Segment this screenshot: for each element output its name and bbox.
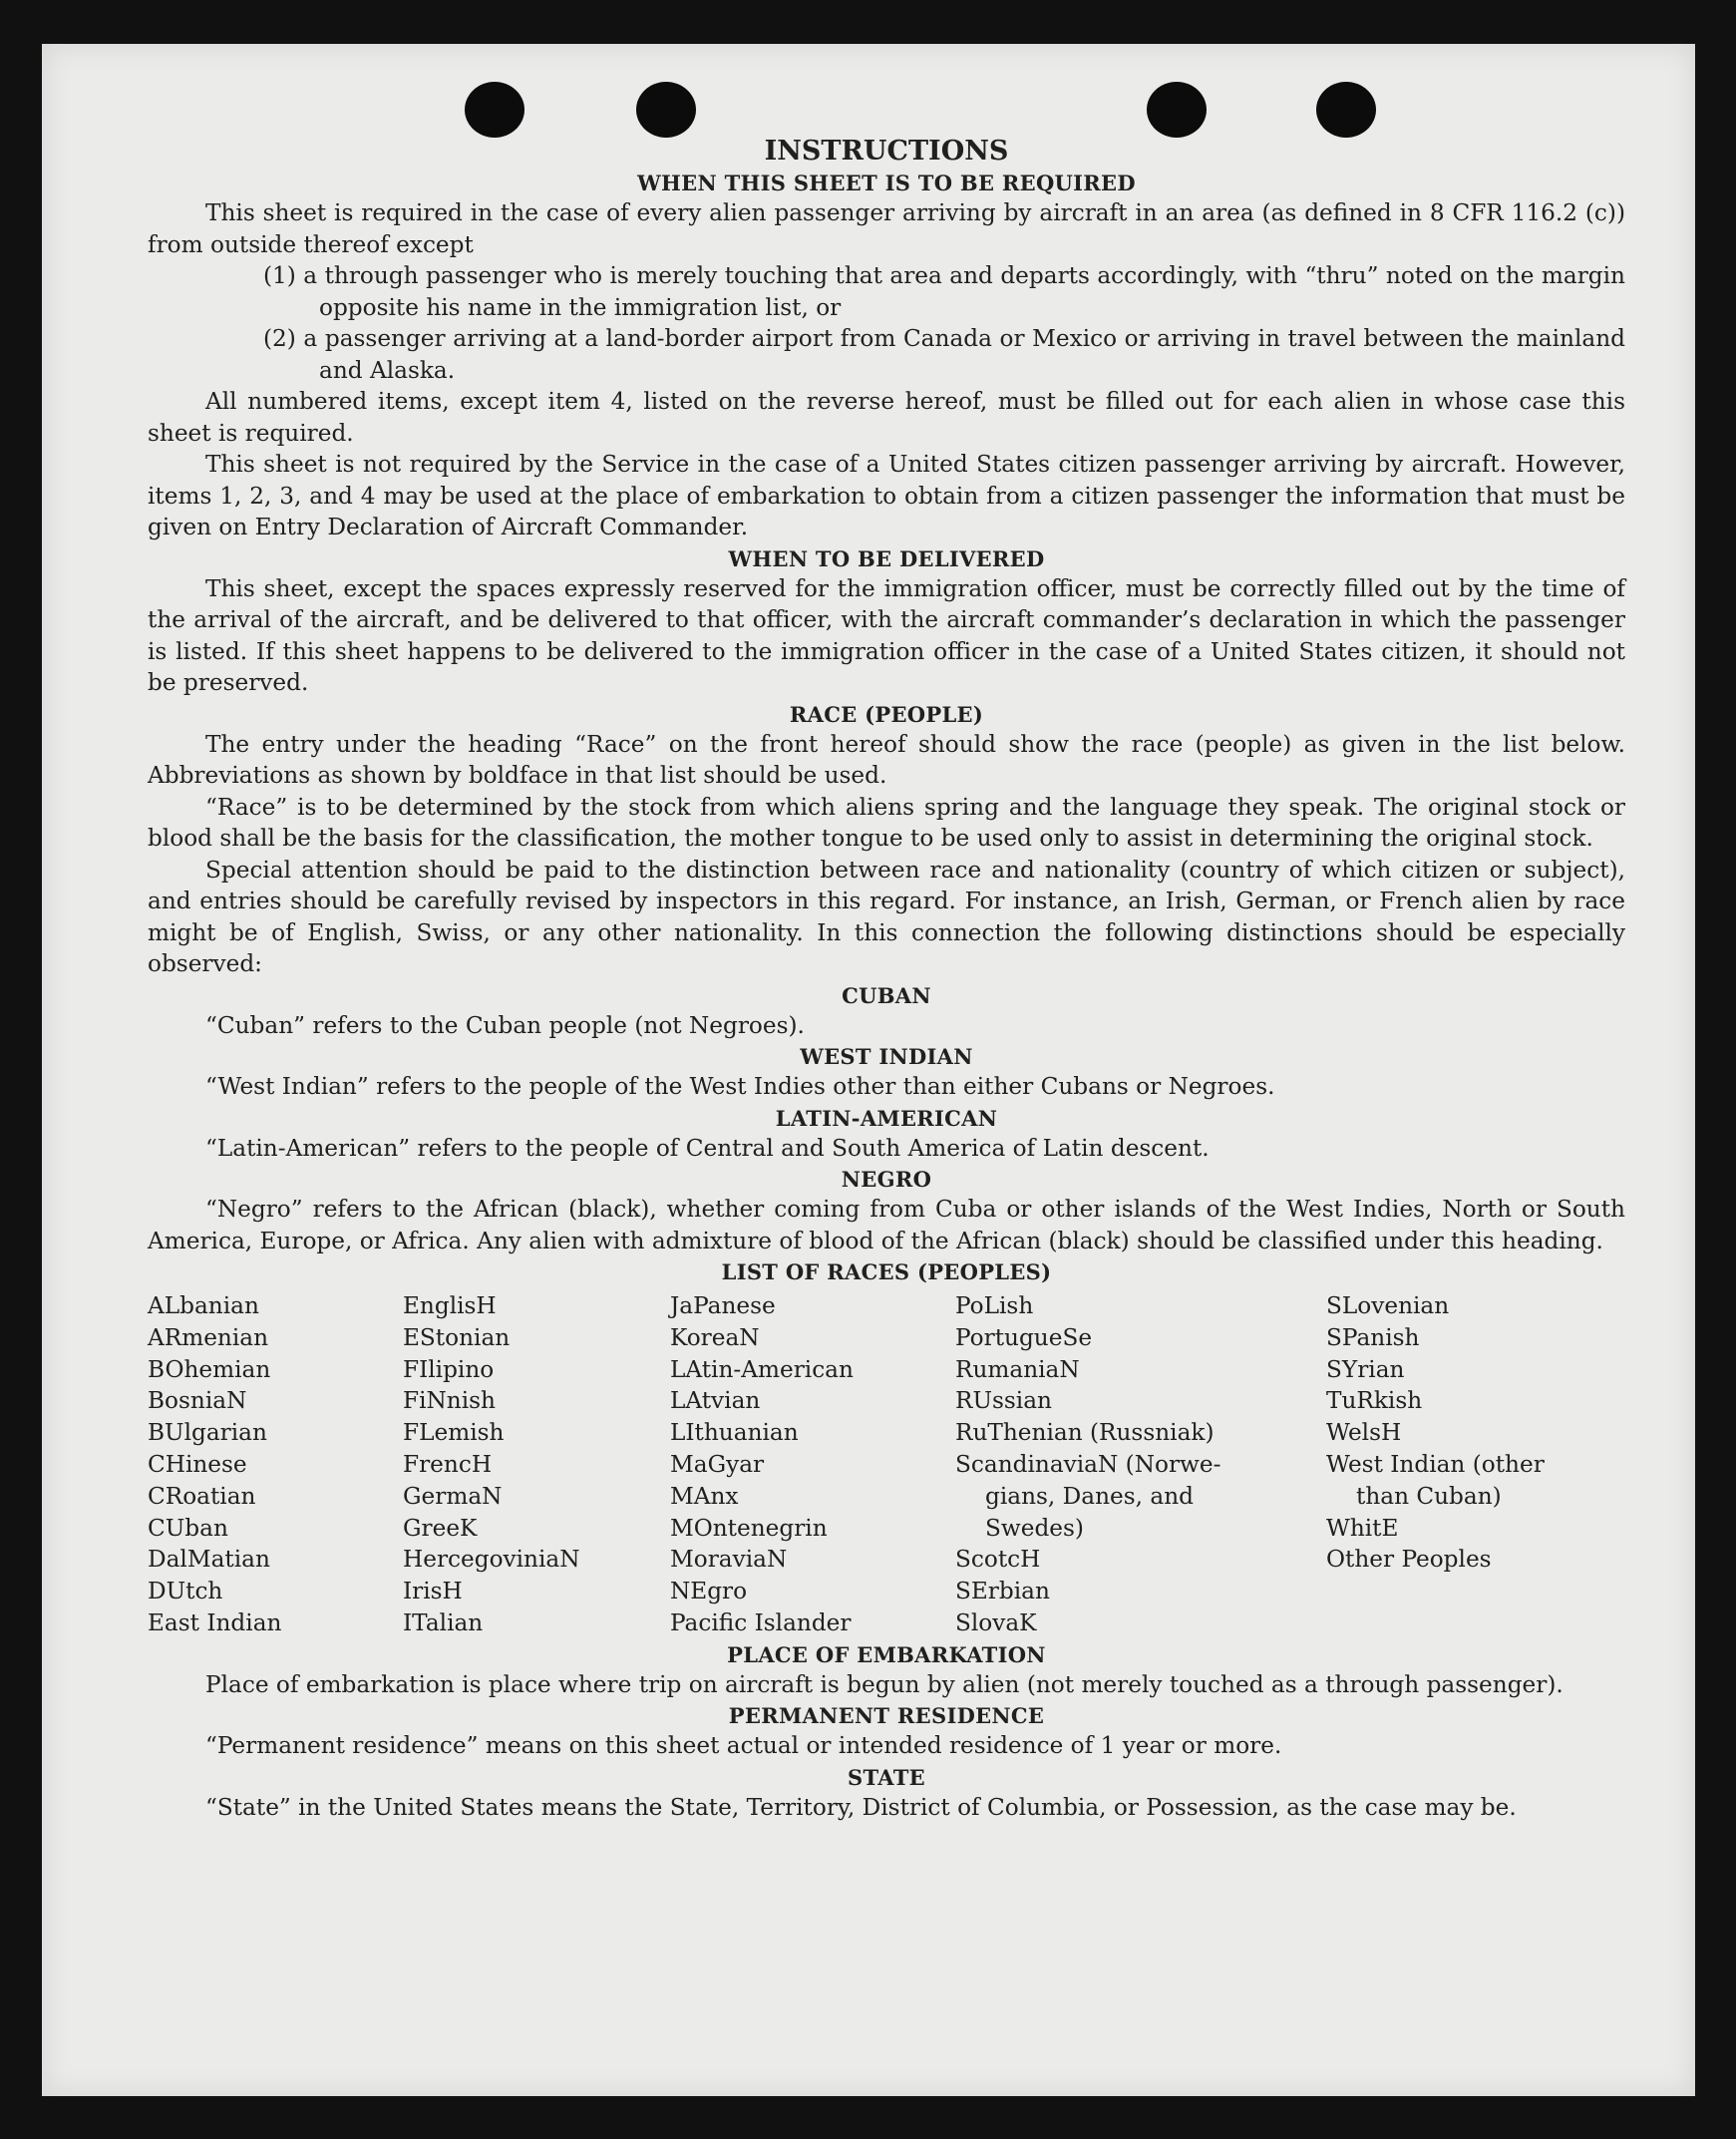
paragraph: Place of embarkation is place where trip on aircraft is begun by alien (not merely touched as a through passenger). (205, 1670, 1563, 1698)
race-entry: gians, Danes, and (985, 1482, 1194, 1510)
race-entry: CUban (148, 1514, 228, 1542)
paragraph: “West Indian” refers to the people of the West Indies other than either Cubans or Negroes. (205, 1073, 1275, 1100)
list-item: (1) a through passenger who is merely touching that area and departs accordingly, with “thru” noted on the margin opposite his name in the immigration list, or (263, 262, 1625, 321)
section-heading-required: WHEN THIS SHEET IS TO BE REQUIRED (637, 171, 1136, 195)
race-entry: ALbanian (148, 1292, 259, 1319)
section-heading-embarkation: PLACE OF EMBARKATION (727, 1641, 1046, 1667)
race-entry: RuThenian (Russniak) (955, 1419, 1215, 1447)
section-heading-races-list: LIST OF RACES (PEOPLES) (721, 1259, 1052, 1284)
race-entry: RumaniaN (955, 1355, 1080, 1383)
paragraph: “Permanent residence” means on this sheet actual or intended residence of 1 year or more. (205, 1732, 1282, 1760)
race-entry: than Cuban) (1356, 1482, 1502, 1510)
race-entry: WhitE (1326, 1514, 1399, 1542)
paragraph: “Negro” refers to the African (black), whether coming from Cuba or other islands of the West Indies, North or South America, Europe, or Africa. Any alien with admixture of blood of the African (black) should be classified under this heading. (148, 1196, 1625, 1254)
race-entry: East Indian (148, 1608, 282, 1636)
race-entry: NEgro (670, 1578, 748, 1605)
race-entry: FLemish (403, 1419, 505, 1447)
punch-hole (465, 82, 524, 138)
race-entry: IrisH (403, 1578, 463, 1605)
race-entry: DalMatian (148, 1546, 270, 1574)
race-entry: PoLish (955, 1292, 1034, 1319)
section-heading-west-indian: WEST INDIAN (800, 1044, 973, 1069)
race-entry: ITalian (403, 1608, 484, 1636)
races-column (1326, 1290, 1625, 1639)
section-heading-state: STATE (848, 1764, 925, 1790)
race-entry: Pacific Islander (670, 1608, 852, 1636)
paragraph: All numbered items, except item 4, listed on the reverse hereof, must be filled out for each alien in whose case this sheet is required. (148, 388, 1625, 447)
race-entry: EStonian (403, 1323, 511, 1351)
race-entry: BosniaN (148, 1387, 247, 1415)
race-entry: BUlgarian (148, 1419, 267, 1447)
races-column (403, 1290, 670, 1639)
race-entry: FIlipino (403, 1355, 495, 1383)
races-column (670, 1290, 955, 1639)
race-entry: ARmenian (148, 1323, 269, 1351)
section-heading-residence: PERMANENT RESIDENCE (728, 1703, 1045, 1729)
race-entry: SLovenian (1326, 1292, 1450, 1319)
race-entry: FrencH (403, 1450, 493, 1478)
race-entry: MoraviaN (670, 1546, 788, 1574)
race-entry: GreeK (403, 1514, 478, 1542)
race-entry: LAtvian (670, 1387, 761, 1415)
section-heading-cuban: CUBAN (842, 982, 931, 1008)
race-entry: MaGyar (670, 1450, 765, 1478)
race-entry: WelsH (1326, 1419, 1402, 1447)
paragraph: “Cuban” refers to the Cuban people (not Negroes). (205, 1011, 805, 1039)
races-table (148, 1290, 1625, 1639)
paragraph: The entry under the heading “Race” on the front hereof should show the race (people) as given in the list below. Abbreviations as shown by boldface in that list should be used. (148, 730, 1625, 789)
paragraph: Special attention should be paid to the distinction between race and nationality (country of which citizen or subject), and entries should be carefully revised by inspectors in this regard. For instance, an Irish, German, or French alien by race might be of English, Swiss, or any other nationality. In this connection the following distinctions should be especially observed: (148, 856, 1625, 977)
race-entry: TuRkish (1326, 1387, 1423, 1415)
races-column (955, 1290, 1326, 1639)
race-entry: SErbian (955, 1578, 1050, 1605)
race-entry: HercegoviniaN (403, 1546, 580, 1574)
race-entry: RUssian (955, 1387, 1052, 1415)
race-entry: PortugueSe (955, 1323, 1093, 1351)
race-entry: KoreaN (670, 1323, 760, 1351)
race-entry: SlovaK (955, 1608, 1037, 1636)
paragraph: “State” in the United States means the State, Territory, District of Columbia, or Possession, as the case may be. (205, 1793, 1517, 1821)
race-entry: CRoatian (148, 1482, 256, 1510)
race-entry: DUtch (148, 1578, 223, 1605)
paragraph: “Latin-American” refers to the people of Central and South America of Latin descent. (205, 1134, 1210, 1162)
race-entry: JaPanese (670, 1292, 776, 1319)
race-entry: ScotcH (955, 1546, 1041, 1574)
list-item: (2) a passenger arriving at a land-border airport from Canada or Mexico or arriving in travel between the mainland and Alaska. (263, 325, 1625, 384)
race-entry: CHinese (148, 1450, 247, 1478)
race-entry: MOntenegrin (670, 1514, 828, 1542)
race-entry: GermaN (403, 1482, 503, 1510)
race-entry: Other Peoples (1326, 1546, 1492, 1574)
race-entry: West Indian (other (1326, 1450, 1545, 1478)
race-entry: ScandinaviaN (Norwe- (955, 1450, 1221, 1478)
race-entry: LAtin-American (670, 1355, 854, 1383)
punch-hole (636, 82, 696, 138)
race-entry: SYrian (1326, 1355, 1405, 1383)
race-entry: MAnx (670, 1482, 739, 1510)
races-column (148, 1290, 403, 1639)
paragraph: This sheet is required in the case of every alien passenger arriving by aircraft in an area (as defined in 8 CFR 116.2 (c)) from outside thereof except (148, 199, 1625, 258)
race-entry: SPanish (1326, 1323, 1420, 1351)
punch-hole (1147, 82, 1207, 138)
punch-hole (1316, 82, 1376, 138)
race-entry: BOhemian (148, 1355, 271, 1383)
race-entry: FiNnish (403, 1387, 496, 1415)
race-entry: Swedes) (985, 1514, 1084, 1542)
section-heading-race: RACE (PEOPLE) (789, 701, 984, 727)
paragraph: “Race” is to be determined by the stock from which aliens spring and the language they speak. The original stock or blood shall be the basis for the classification, the mother tongue to be used only to assist in determining the original stock. (148, 793, 1625, 852)
paragraph: This sheet, except the spaces expressly reserved for the immigration officer, must be correctly filled out by the time of the arrival of the aircraft, and be delivered to that officer, with the aircraft commander’s declaration in which the passenger is listed. If this sheet happens to be delivered to the immigration officer in the case of a United States citizen, it should not be preserved. (148, 574, 1625, 696)
paragraph: This sheet is not required by the Service in the case of a United States citizen passenger arriving by aircraft. However, items 1, 2, 3, and 4 may be used at the place of embarkation to obtain from a citizen passenger the information that must be given on Entry Declaration of Aircraft Commander. (148, 451, 1625, 540)
section-heading-delivered: WHEN TO BE DELIVERED (728, 545, 1045, 571)
race-entry: LIthuanian (670, 1419, 799, 1447)
section-heading-negro: NEGRO (841, 1167, 932, 1192)
document-sheet (42, 44, 1695, 2096)
race-entry: EnglisH (403, 1292, 497, 1319)
page-title: INSTRUCTIONS (764, 136, 1009, 167)
instructions-content (148, 136, 1625, 1823)
section-heading-latin-american: LATIN-AMERICAN (775, 1105, 998, 1131)
